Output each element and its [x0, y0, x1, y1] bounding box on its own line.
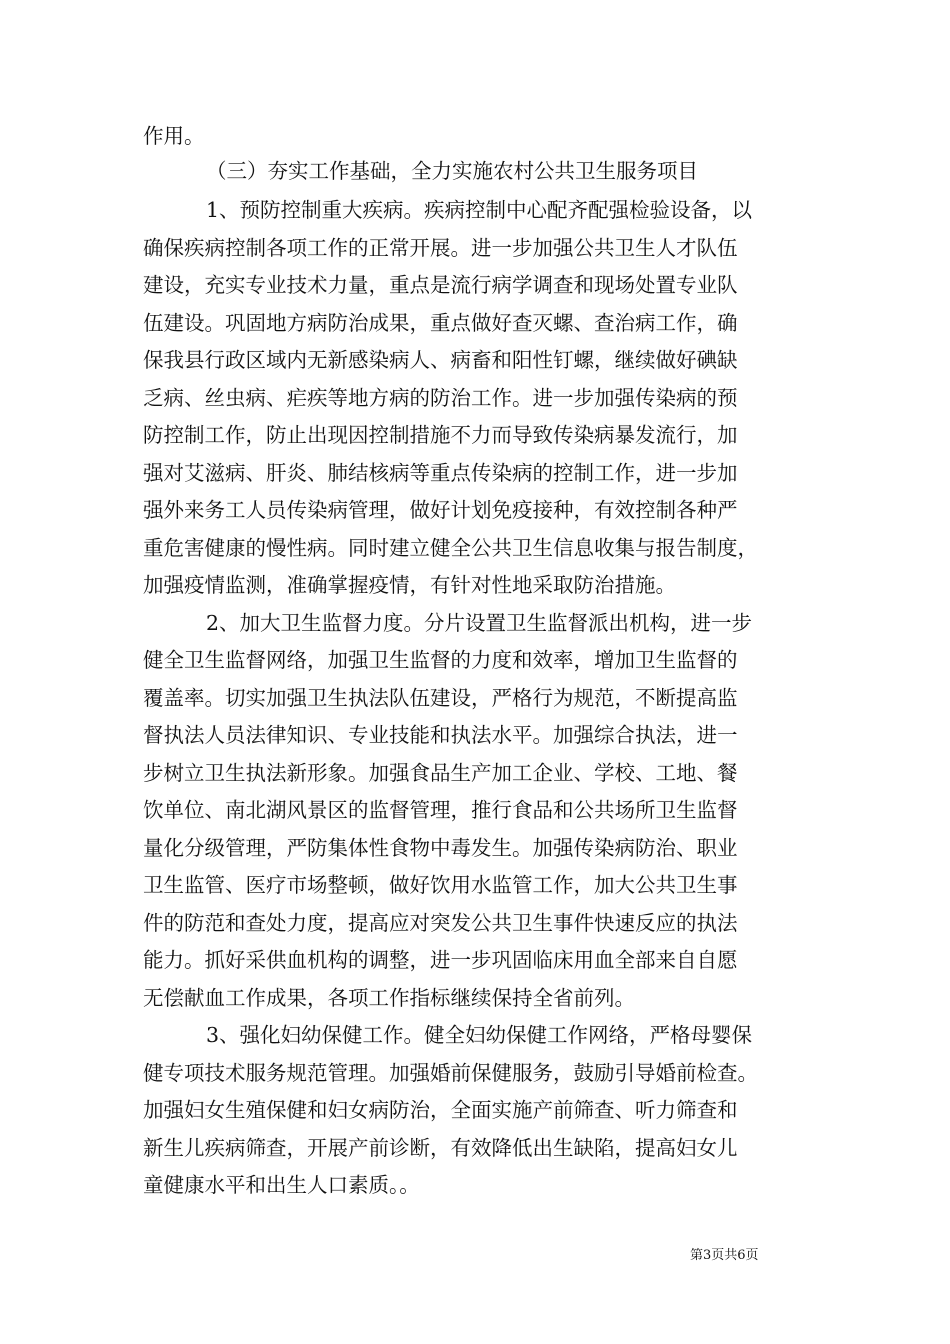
- text-line-10: 强对艾滋病、肝炎、肺结核病等重点传染病的控制工作，进一步加: [143, 461, 738, 485]
- text-line-12: 重危害健康的慢性病。同时建立健全公共卫生信息收集与报告制度，: [143, 536, 758, 560]
- page-number-footer: 第3页共6页: [690, 1248, 759, 1263]
- text-line-6: 伍建设。巩固地方病防治成果，重点做好查灭螺、查治病工作，确: [143, 311, 738, 335]
- text-line-18: 步树立卫生执法新形象。加强食品生产加工企业、学校、工地、餐: [143, 761, 738, 785]
- text-line-1: 作用。: [143, 124, 205, 148]
- text-line-7: 保我县行政区域内无新感染病人、病畜和阳性钉螺，继续做好碘缺: [143, 348, 738, 372]
- text-line-22: 件的防范和查处力度，提高应对突发公共卫生事件快速反应的执法: [143, 911, 738, 935]
- text-line-20: 量化分级管理，严防集体性食物中毒发生。加强传染病防治、职业: [143, 836, 738, 860]
- text-line-8: 乏病、丝虫病、疟疾等地方病的防治工作。进一步加强传染病的预: [143, 386, 738, 410]
- paragraph-2-start: 2、加大卫生监督力度。分片设置卫生监督派出机构，进一步: [206, 611, 753, 635]
- text-line-23: 能力。抓好采供血机构的调整，进一步巩固临床用血全部来自自愿: [143, 948, 738, 972]
- text-line-9: 防控制工作，防止出现因控制措施不力而导致传染病暴发流行，加: [143, 423, 738, 447]
- text-line-11: 强外来务工人员传染病管理，做好计划免疫接种，有效控制各种严: [143, 498, 738, 522]
- text-line-15: 健全卫生监督网络，加强卫生监督的力度和效率，增加卫生监督的: [143, 648, 738, 672]
- text-line-29: 童健康水平和出生人口素质。。: [143, 1173, 420, 1197]
- paragraph-1-start: 1、预防控制重大疾病。疾病控制中心配齐配强检验设备，以: [206, 198, 753, 222]
- text-line-17: 督执法人员法律知识、专业技能和执法水平。加强综合执法，进一: [143, 723, 738, 747]
- text-line-4: 确保疾病控制各项工作的正常开展。进一步加强公共卫生人才队伍: [143, 236, 738, 260]
- section-heading: （三）夯实工作基础，全力实施农村公共卫生服务项目: [206, 159, 698, 183]
- text-line-5: 建设，充实专业技术力量，重点是流行病学调查和现场处置专业队: [143, 273, 738, 297]
- text-line-24: 无偿献血工作成果，各项工作指标继续保持全省前列。: [143, 986, 635, 1010]
- text-line-27: 加强妇女生殖保健和妇女病防治，全面实施产前筛查、听力筛查和: [143, 1098, 738, 1122]
- text-line-28: 新生儿疾病筛查，开展产前诊断，有效降低出生缺陷，提高妇女儿: [143, 1136, 738, 1160]
- text-line-16: 覆盖率。切实加强卫生执法队伍建设，严格行为规范，不断提高监: [143, 686, 738, 710]
- text-line-26: 健专项技术服务规范管理。加强婚前保健服务，鼓励引导婚前检查。: [143, 1061, 758, 1085]
- paragraph-3-start: 3、强化妇幼保健工作。健全妇幼保健工作网络，严格母婴保: [206, 1023, 753, 1047]
- text-line-21: 卫生监管、医疗市场整顿，做好饮用水监管工作，加大公共卫生事: [143, 873, 738, 897]
- text-line-13: 加强疫情监测，准确掌握疫情，有针对性地采取防治措施。: [143, 573, 676, 597]
- text-line-19: 饮单位、南北湖风景区的监督管理，推行食品和公共场所卫生监督: [143, 798, 738, 822]
